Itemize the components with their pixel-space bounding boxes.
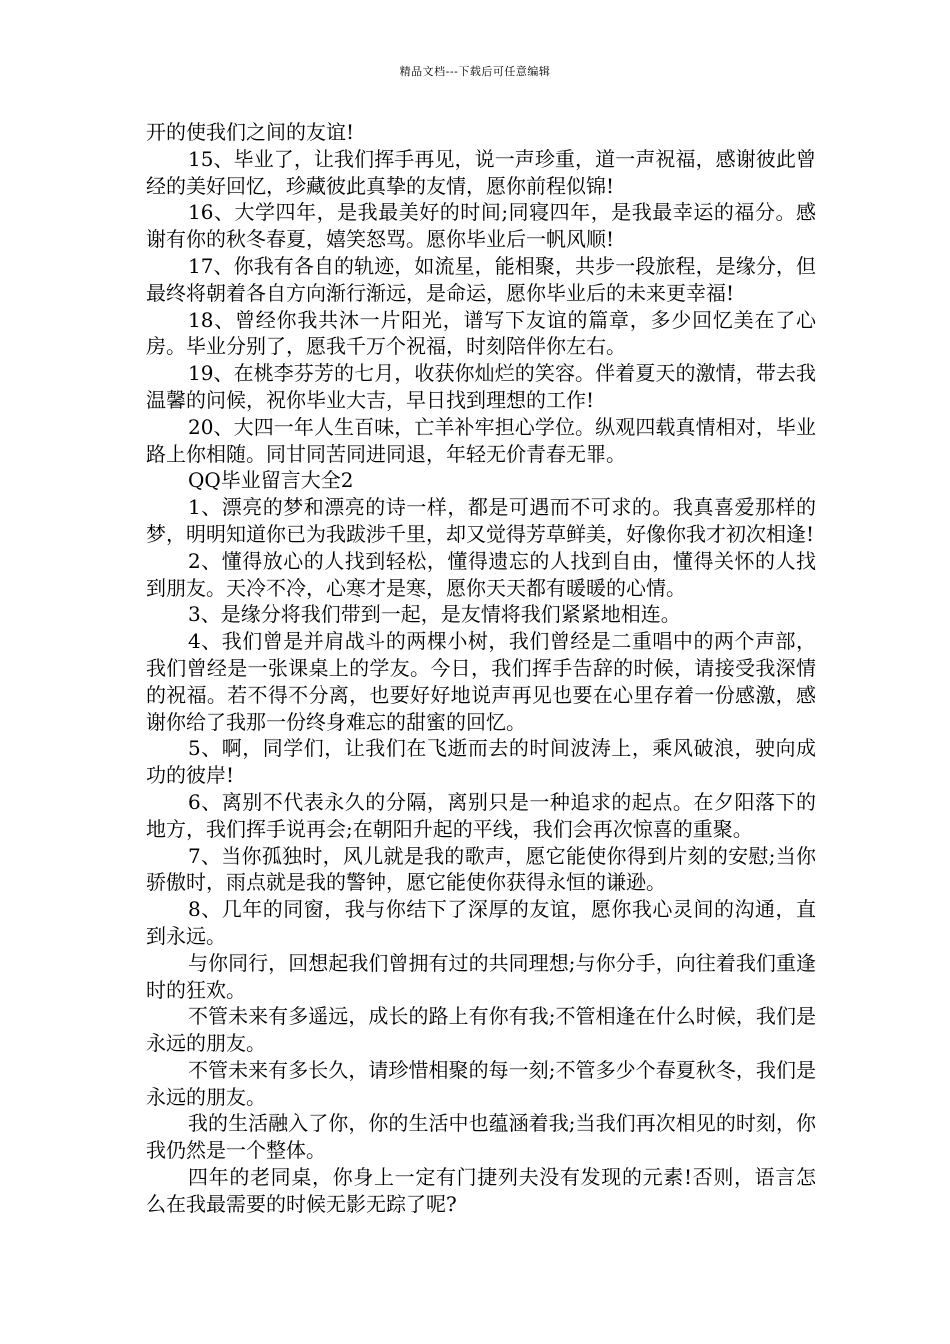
paragraph: 与你同行，回想起我们曾拥有过的共同理想;与你分手，向往着我们重逢时的狂欢。 — [146, 950, 816, 1002]
paragraph: 20、大四一年人生百味，亡羊补牢担心学位。纵观四载真情相对，毕业路上你相随。同甘同苦同进同退，年轻无价青春无罪。 — [146, 414, 816, 466]
paragraph: 18、曾经你我共沐一片阳光，谱写下友谊的篇章，多少回忆美在了心房。毕业分别了，愿我千万个祝福，时刻陪伴你左右。 — [146, 307, 816, 359]
paragraph: 3、是缘分将我们带到一起，是友情将我们紧紧地相连。 — [188, 602, 681, 627]
paragraph: 8、几年的同窗，我与你结下了深厚的友谊，愿你我心灵间的沟通，直到永远。 — [146, 897, 816, 948]
paragraph: 2、懂得放心的人找到轻松，懂得遗忘的人找到自由，懂得关怀的人找到朋友。天冷不冷，心寒才是寒，愿你天天都有暖暖的心情。 — [146, 548, 816, 600]
paragraph: 开的使我们之间的友谊! — [146, 120, 355, 144]
document-body — [146, 119, 816, 1218]
paragraph: 16、大学四年，是我最美好的时间;同寝四年，是我最幸运的福分。感谢有你的秋冬春夏，嬉笑怒骂。愿你毕业后一帆风顺! — [146, 200, 816, 252]
paragraph: 不管未来有多长久，请珍惜相聚的每一刻;不管多少个春夏秋冬，我们是永远的朋友。 — [146, 1057, 816, 1109]
paragraph: 19、在桃李芬芳的七月，收获你灿烂的笑容。伴着夏天的激情，带去我温馨的问候，祝你毕业大吉，早日找到理想的工作! — [146, 361, 816, 412]
paragraph: 4、我们曾是并肩战斗的两棵小树，我们曾经是二重唱中的两个声部，我们曾经是一张课桌上的学友。今日，我们挥手告辞的时候，请接受我深情的祝福。若不得不分离，也要好好地说声再见也要在心里存着一份感激，感谢你给了我那一份终身难忘的甜蜜的回忆。 — [146, 629, 816, 734]
paragraph: 1、漂亮的梦和漂亮的诗一样，都是可遇而不可求的。我真喜爱那样的梦，明明知道你已为我跋涉千里，却又觉得芳草鲜美，好像你我才初次相逢! — [146, 495, 816, 546]
paragraph: 7、当你孤独时，风儿就是我的歌声，愿它能使你得到片刻的安慰;当你骄傲时，雨点就是我的警钟，愿它能使你获得永恒的谦逊。 — [146, 843, 816, 895]
paragraph: 15、毕业了，让我们挥手再见，说一声珍重，道一声祝福，感谢彼此曾经的美好回忆，珍藏彼此真挚的友情，愿你前程似锦! — [146, 146, 816, 198]
paragraph: 不管未来有多遥远，成长的路上有你有我;不管相逢在什么时候，我们是永远的朋友。 — [146, 1004, 816, 1056]
paragraph: 我的生活融入了你，你的生活中也蕴涵着我;当我们再次相见的时刻，你我仍然是一个整体。 — [146, 1111, 816, 1163]
page-header: 精品文档---下载后可任意编辑 — [399, 65, 551, 78]
paragraph: QQ毕业留言大全2 — [188, 468, 354, 493]
paragraph: 17、你我有各自的轨迹，如流星，能相聚，共步一段旅程，是缘分，但最终将朝着各自方向渐行渐远，是命运，愿你毕业后的未来更幸福! — [146, 253, 816, 305]
paragraph: 6、离别不代表永久的分隔，离别只是一种追求的起点。在夕阳落下的地方，我们挥手说再会;在朝阳升起的平线，我们会再次惊喜的重聚。 — [146, 789, 816, 841]
paragraph: 四年的老同桌，你身上一定有门捷列夫没有发现的元素!否则，语言怎么在我最需要的时候无影无踪了呢? — [146, 1165, 816, 1216]
paragraph: 5、啊，同学们，让我们在飞逝而去的时间波涛上，乘风破浪，驶向成功的彼岸! — [146, 736, 816, 788]
